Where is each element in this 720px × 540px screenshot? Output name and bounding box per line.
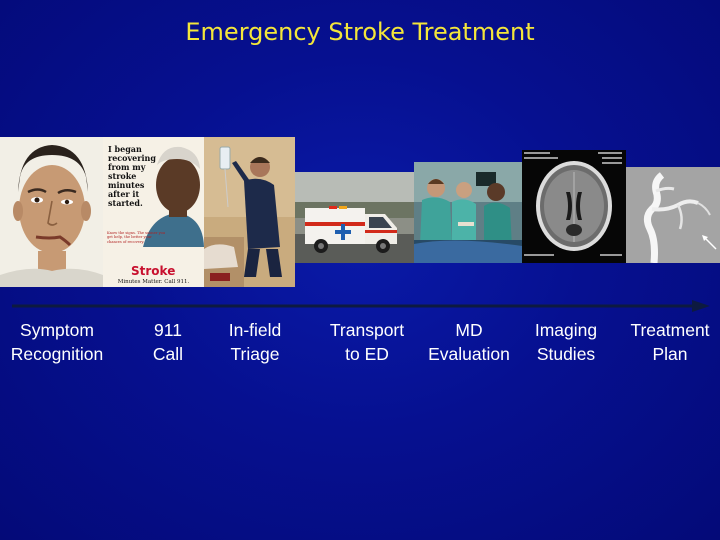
step-label-imaging-studies: Imaging Studies — [534, 320, 598, 364]
poster-brand: Stroke — [131, 264, 176, 278]
step-label-md-evaluation: MD Evaluation — [428, 320, 510, 364]
stroke-awareness-poster — [103, 137, 204, 287]
step-label-in-field-triage: In-field Triage — [228, 320, 282, 364]
timeline-arrow — [12, 298, 712, 314]
ambulance-photo — [295, 172, 414, 263]
step-label-transport-to-ed: Transport to ED — [329, 320, 405, 364]
poster-body: Know the signs. The sooner you get help, the better your chances of recovery. — [107, 231, 166, 244]
step-label-treatment-plan: Treatment Plan — [630, 320, 710, 364]
paramedic-triage-photo — [204, 137, 295, 287]
step-label-symptom-recognition: Symptom Recognition — [10, 320, 104, 364]
ct-scan-image — [522, 150, 626, 263]
md-evaluation-photo — [414, 162, 522, 263]
angiogram-image — [626, 167, 720, 263]
poster-headline: I began recovering from my stroke minutes after it started. — [108, 144, 156, 208]
poster-tagline: Minutes Matter. Call 911. — [117, 279, 190, 285]
slide-title: Emergency Stroke Treatment — [185, 18, 535, 46]
facial-droop-image — [0, 137, 103, 287]
step-label-911-call: 911 Call — [152, 320, 184, 364]
